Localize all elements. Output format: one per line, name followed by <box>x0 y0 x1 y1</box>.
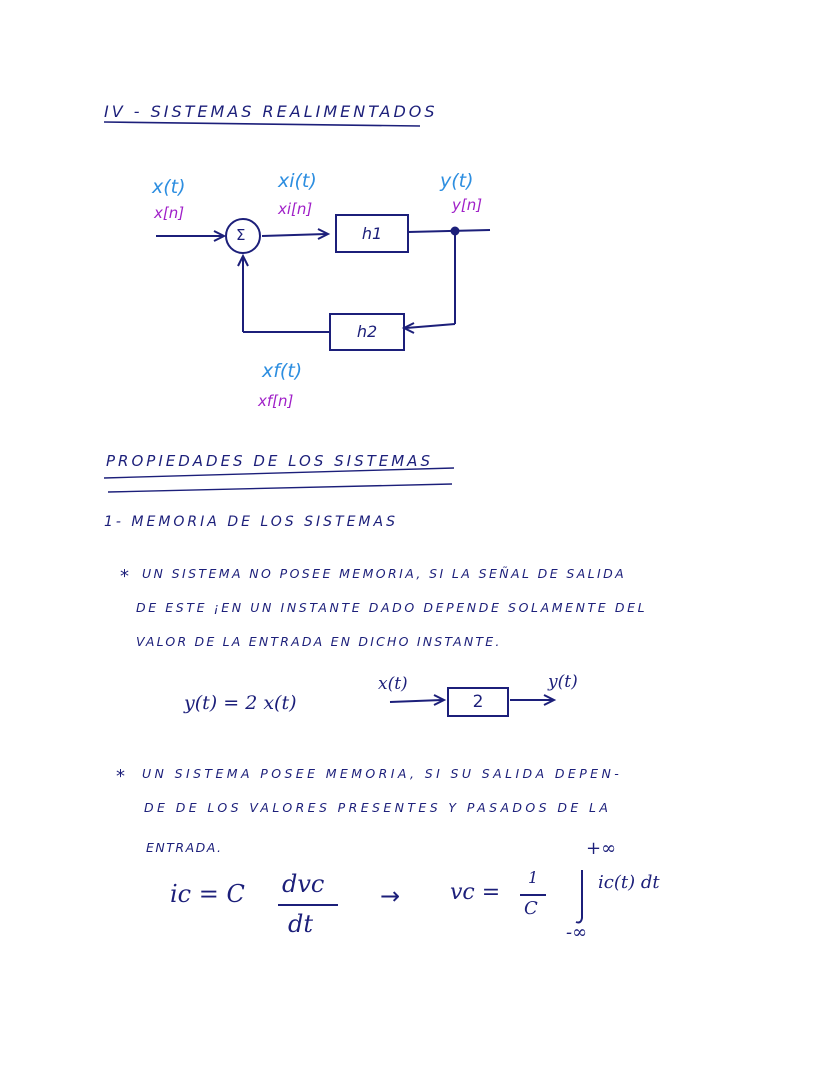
bullet2-marker: * <box>116 766 125 787</box>
bullet1-line2: DE ESTE ¡EN UN INSTANTE DADO DEPENDE SOLAMENTE DEL <box>136 600 648 615</box>
input-ct-label: x(t) <box>152 176 186 198</box>
xi-dt-label: xi[n] <box>278 200 313 218</box>
bullet2-line1: UN SISTEMA POSEE MEMORIA, SI SU SALIDA DEPEN- <box>142 766 623 781</box>
y-dt-label: y[n] <box>452 196 483 214</box>
xf-ct-label: xf(t) <box>262 360 303 382</box>
xf-dt-label: xf[n] <box>258 392 294 410</box>
bullet1-line3: VALOR DE LA ENTRADA EN DICHO INSTANTE. <box>136 634 502 649</box>
fraction-denominator: C <box>524 898 538 919</box>
memory-title: 1- MEMORIA DE LOS SISTEMAS <box>104 514 398 530</box>
example1-input-label: x(t) <box>378 674 408 694</box>
y-ct-label: y(t) <box>440 170 474 192</box>
implies-arrow: → <box>380 882 401 910</box>
sum-symbol: Σ <box>236 226 246 244</box>
xi-ct-label: xi(t) <box>278 170 317 192</box>
bullet1-line1: UN SISTEMA NO POSEE MEMORIA, SI LA SEÑAL DE SALIDA <box>142 566 627 581</box>
h1-label: h1 <box>361 224 383 243</box>
bullet1-marker: * <box>120 566 129 587</box>
capacitor-voltage: vc = <box>450 880 501 905</box>
integral-upper-limit: +∞ <box>586 838 617 859</box>
example1-output-label: y(t) <box>548 672 578 692</box>
bullet2-line3: ENTRADA. <box>146 840 223 855</box>
properties-title: PROPIEDADES DE LOS SISTEMAS <box>106 452 433 470</box>
capacitor-current: ic = C <box>170 880 245 908</box>
section-title: IV - SISTEMAS REALIMENTADOS <box>104 102 438 121</box>
derivative-denominator: dt <box>288 910 314 938</box>
h2-label: h2 <box>356 322 378 341</box>
feedback-diagram <box>156 215 490 350</box>
gain-value: 2 <box>472 692 484 712</box>
input-dt-label: x[n] <box>154 204 185 222</box>
bullet2-line2: DE DE LOS VALORES PRESENTES Y PASADOS DE LA <box>144 800 612 815</box>
fraction-numerator: 1 <box>528 868 539 887</box>
integrand: ic(t) dt <box>598 872 660 893</box>
example1-equation: y(t) = 2 x(t) <box>184 692 297 714</box>
derivative-numerator: dvc <box>282 870 325 898</box>
integral-lower-limit: -∞ <box>566 922 588 943</box>
